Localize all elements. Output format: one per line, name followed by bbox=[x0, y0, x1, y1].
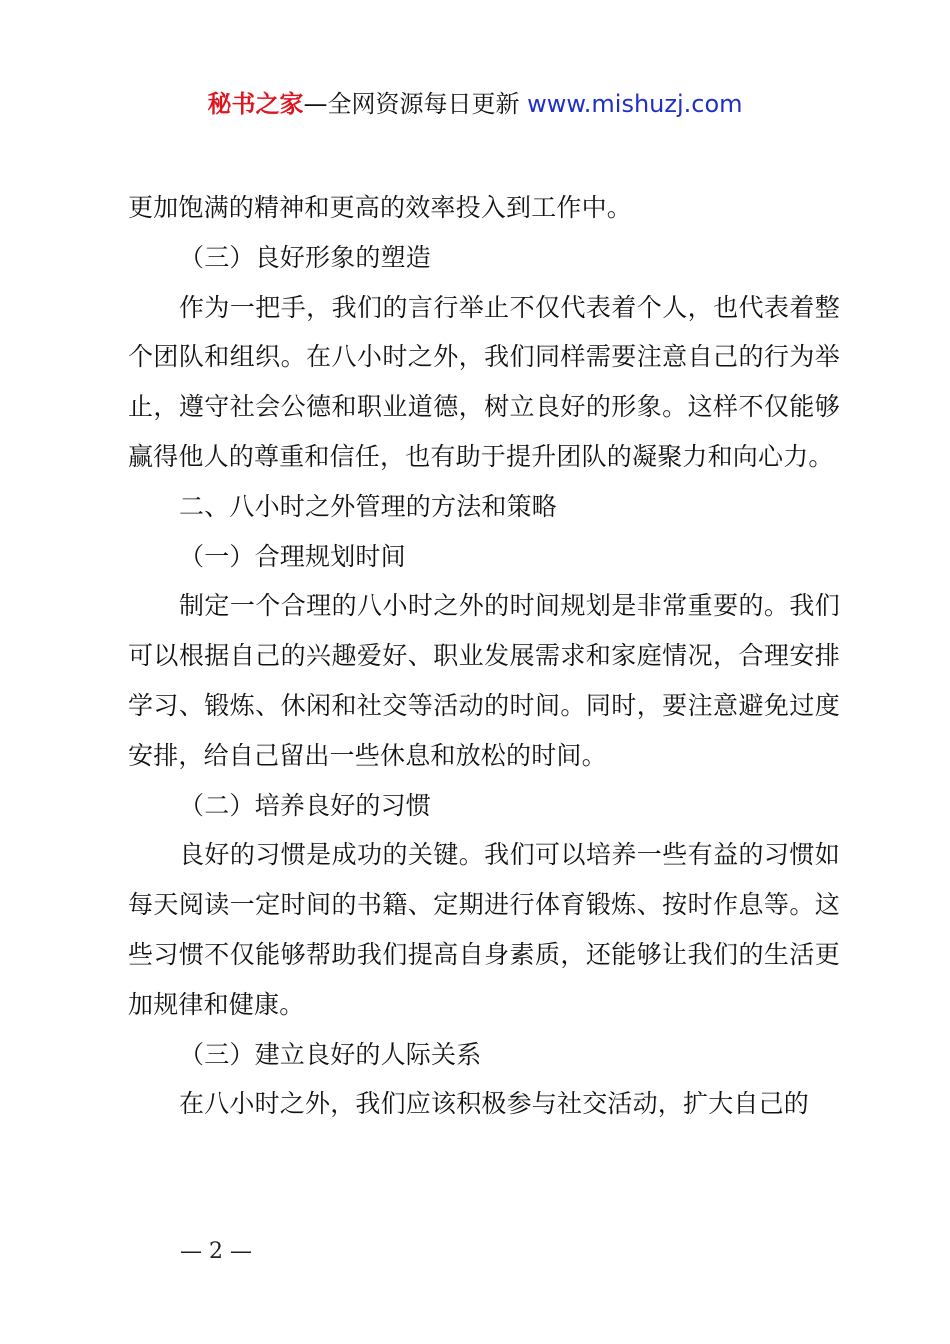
page-number: — 2 — bbox=[180, 1239, 252, 1264]
site-tagline: —全网资源每日更新 bbox=[303, 90, 520, 118]
subheading-relationships: （三）建立良好的人际关系 bbox=[179, 1039, 482, 1069]
paragraph-image-shaping: 作为一把手，我们的言行举止不仅代表着个人，也代表着整个团队和组织。在八小时之外，我们同样需要注意自己的行为举止，遵守社会公德和职业道德，树立良好的形象。这样不仅能够赢得他人的尊重和信任，也有助于提升团队的凝聚力和向心力。 bbox=[128, 292, 840, 471]
subheading-image-shaping: （三）良好形象的塑造 bbox=[179, 242, 432, 272]
paragraph-good-habits: 良好的习惯是成功的关键。我们可以培养一些有益的习惯如每天阅读一定时间的书籍、定期进行体育锻炼、按时作息等。这些习惯不仅能够帮助我们提高自身素质，还能够让我们的生活更加规律和健康。 bbox=[128, 840, 840, 1019]
document-body bbox=[128, 183, 840, 1129]
paragraph-time-planning: 制定一个合理的八小时之外的时间规划是非常重要的。我们可以根据自己的兴趣爱好、职业发展需求和家庭情况，合理安排学习、锻炼、休闲和社交等活动的时间。同时，要注意避免过度安排，给自己留出一些休息和放松的时间。 bbox=[128, 591, 840, 770]
site-url[interactable]: www.mishuzj.com bbox=[519, 90, 743, 118]
site-header bbox=[0, 86, 950, 122]
paragraph-continuation: 更加饱满的精神和更高的效率投入到工作中。 bbox=[128, 193, 633, 222]
section-heading-methods: 二、八小时之外管理的方法和策略 bbox=[179, 491, 558, 521]
subheading-good-habits: （二）培养良好的习惯 bbox=[179, 790, 432, 820]
site-brand: 秘书之家 bbox=[207, 90, 304, 118]
subheading-time-planning: （一）合理规划时间 bbox=[179, 541, 406, 571]
paragraph-relationships: 在八小时之外，我们应该积极参与社交活动，扩大自己的 bbox=[179, 1089, 810, 1119]
